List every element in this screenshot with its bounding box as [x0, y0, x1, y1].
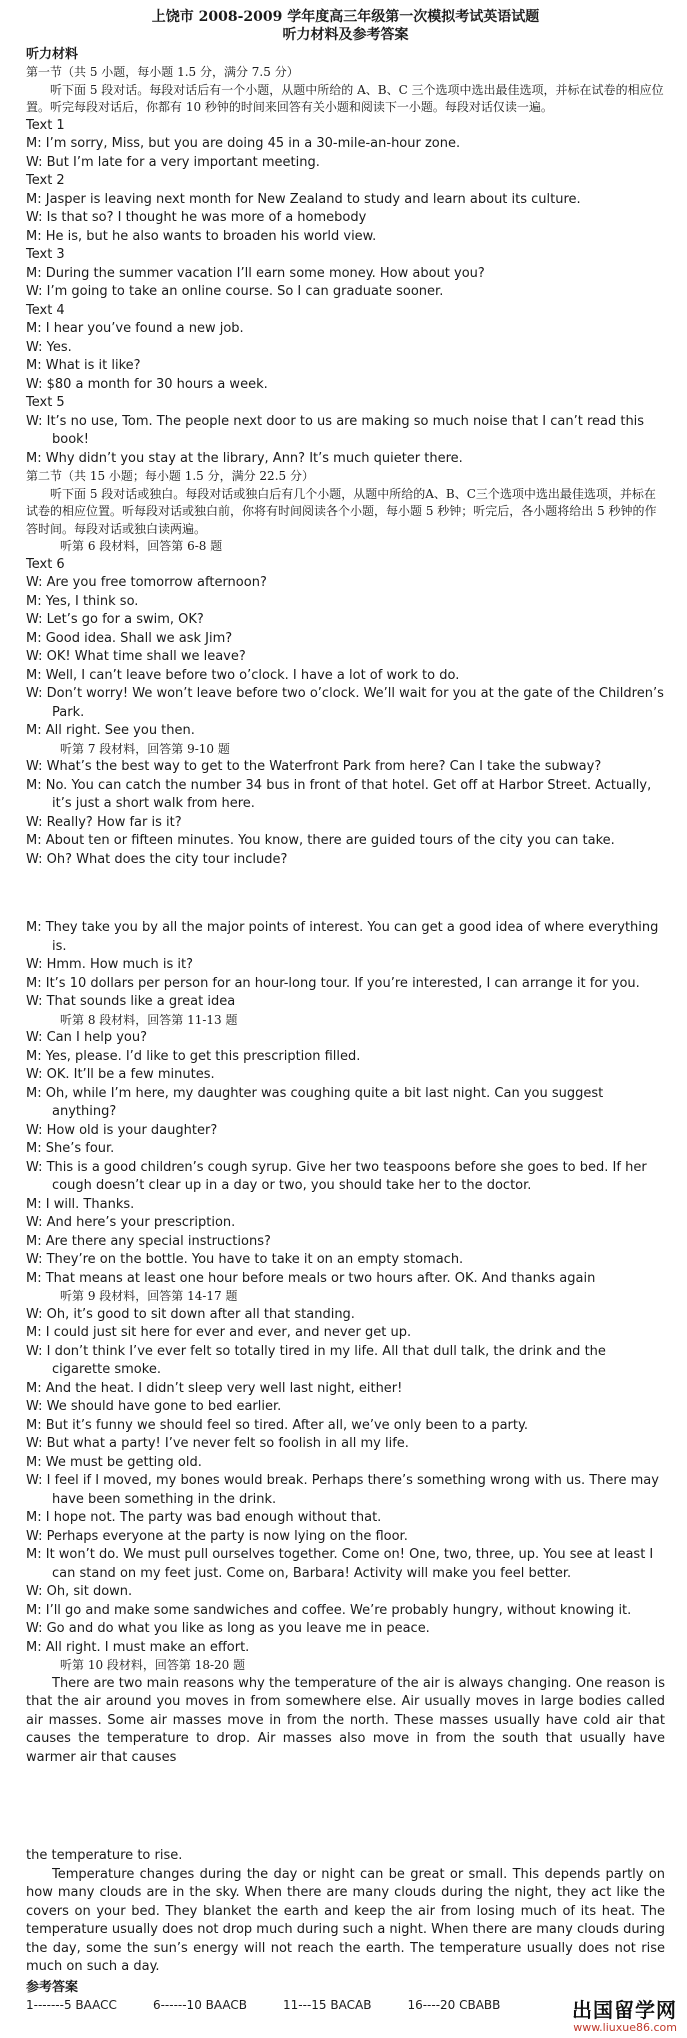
- section-heading: 听力材料: [26, 47, 79, 62]
- dialogue-line: W: I feel if I moved, my bones would break. Perhaps there’s something wrong with us. There may have been something in the drink.: [26, 1473, 659, 1507]
- instruction-text: 听第 8 段材料，回答第 11-13 题: [60, 1012, 238, 1027]
- dialogue-line: W: Are you free tomorrow afternoon?: [26, 575, 267, 590]
- dialogue-line: M: But it’s funny we should feel so tired. After all, we’ve only been to a party.: [26, 1417, 528, 1433]
- dialogue-line: M: I will. Thanks.: [26, 1196, 135, 1212]
- dialogue-line: M: He is, but he also wants to broaden his world view.: [26, 228, 377, 244]
- dialogue-line: M: They take you by all the major points of interest. You can get a good idea of where everything is.: [26, 920, 659, 954]
- dialogue-line: M: Yes, I think so.: [26, 593, 139, 609]
- dialogue-line: M: Oh, while I’m here, my daughter was coughing quite a bit last night. Can you suggest anything?: [26, 1085, 604, 1119]
- dialogue-line: M: I could just sit here for ever and ever, and never get up.: [26, 1325, 412, 1340]
- answer-key-11-15: 11---15 BACAB: [283, 1997, 372, 2012]
- dialogue-line: W: But what a party! I’ve never felt so foolish in all my life.: [26, 1436, 409, 1451]
- dialogue-line: M: What is it like?: [26, 358, 141, 373]
- text-label: the temperature to rise.: [26, 1848, 183, 1863]
- dialogue-line: W: It’s no use, Tom. The people next door to us are making so much noise that I can’t read this book!: [26, 413, 645, 447]
- dialogue-line: M: During the summer vacation I’ll earn some money. How about you?: [26, 265, 485, 281]
- dialogue-line: M: I hope not. The party was bad enough without that.: [26, 1510, 382, 1525]
- dialogue-line: W: Is that so? I thought he was more of a homebody: [26, 210, 367, 225]
- dialogue-line: W: Really? How far is it?: [26, 814, 182, 830]
- dialogue-line: M: All right. See you then.: [26, 723, 195, 738]
- dialogue-line: W: This is a good children’s cough syrup. Give her two teaspoons before she goes to bed. If her cough doesn’t clear up in a day or two, you should take her to the doctor.: [26, 1159, 647, 1193]
- dialogue-line: W: I’m going to take an online course. So I can graduate sooner.: [26, 284, 444, 299]
- site-logo-name: 出国留学网: [572, 1998, 677, 2022]
- dialogue-line: W: But I’m late for a very important meeting.: [26, 154, 320, 170]
- dialogue-line: M: Jasper is leaving next month for New Zealand to study and learn about its culture.: [26, 191, 581, 207]
- dialogue-line: M: No. You can catch the number 34 bus in front of that hotel. Get off at Harbor Street. Actually, it’s just a short walk from here.: [26, 777, 652, 811]
- dialogue-line: M: She’s four.: [26, 1141, 115, 1156]
- text-label: Text 2: [26, 173, 65, 188]
- dialogue-line: M: And the heat. I didn’t sleep very well last night, either!: [26, 1380, 403, 1396]
- answer-key-16-20: 16----20 CBABB: [407, 1997, 501, 2012]
- dialogue-line: M: All right. I must make an effort.: [26, 1639, 250, 1655]
- dialogue-line: W: $80 a month for 30 hours a week.: [26, 376, 268, 392]
- dialogue-line: M: That means at least one hour before meals or two hours after. OK. And thanks again: [26, 1270, 596, 1286]
- dialogue-line: M: It won’t do. We must pull ourselves together. Come on! One, two, three, up. You see at least I can stand on my feet just. Come on, Barbara! Activity will make you feel better.: [26, 1547, 654, 1581]
- dialogue-line: W: Oh? What does the city tour include?: [26, 851, 288, 867]
- text-label: Text 5: [26, 395, 65, 410]
- dialogue-line: W: Hmm. How much is it?: [26, 957, 194, 972]
- dialogue-line: M: Why didn’t you stay at the library, Ann? It’s much quieter there.: [26, 450, 463, 466]
- text-label: Text 1: [26, 117, 65, 133]
- instruction-text: 听第 10 段材料，回答第 18-20 题: [60, 1658, 246, 1672]
- instruction-text: 听第 7 段材料，回答第 9-10 题: [60, 741, 230, 756]
- dialogue-line: M: Good idea. Shall we ask Jim?: [26, 630, 233, 646]
- dialogue-line: W: What’s the best way to get to the Waterfront Park from here? Can I take the subway?: [26, 759, 602, 774]
- document-body: [26, 46, 665, 1997]
- spacer: [26, 885, 665, 903]
- dialogue-line: M: I’ll go and make some sandwiches and coffee. We’re probably hungry, without knowing it.: [26, 1602, 632, 1618]
- instruction-text: 第一节（共 5 小题，每小题 1.5 分，满分 7.5 分）: [26, 65, 299, 79]
- dialogue-line: W: Let’s go for a swim, OK?: [26, 612, 204, 627]
- answer-key-6-10: 6------10 BAACB: [152, 1997, 248, 2012]
- site-logo-url: www.liuxue86.com: [573, 2021, 677, 2034]
- dialogue-line: W: OK. It’ll be a few minutes.: [26, 1067, 215, 1082]
- dialogue-line: M: Yes, please. I’d like to get this prescription filled.: [26, 1048, 361, 1064]
- answer-key-row: [26, 1997, 665, 2014]
- dialogue-line: W: How old is your daughter?: [26, 1122, 218, 1138]
- instruction-text: 听第 6 段材料，回答第 6-8 题: [60, 539, 223, 553]
- dialogue-line: W: Oh, it’s good to sit down after all that standing.: [26, 1306, 355, 1322]
- dialogue-line: W: I don’t think I’ve ever felt so totally tired in my life. All that dull talk, the drink and the cigarette smoke.: [26, 1343, 606, 1377]
- dialogue-line: W: OK! What time shall we leave?: [26, 649, 246, 664]
- dialogue-line: W: Go and do what you like as long as you leave me in peace.: [26, 1621, 430, 1636]
- dialogue-line: W: That sounds like a great idea: [26, 994, 236, 1009]
- site-logo: [572, 1999, 677, 2034]
- section-heading: 参考答案: [26, 1979, 79, 1995]
- dialogue-line: M: Well, I can’t leave before two o’clock. I have a lot of work to do.: [26, 667, 460, 683]
- dialogue-line: W: They’re on the bottle. You have to take it on an empty stomach.: [26, 1252, 464, 1267]
- dialogue-line: W: And here’s your prescription.: [26, 1215, 236, 1230]
- dialogue-line: W: Yes.: [26, 339, 72, 355]
- dialogue-line: M: About ten or fifteen minutes. You know, there are guided tours of the city you can take.: [26, 833, 615, 848]
- dialogue-line: M: Are there any special instructions?: [26, 1233, 271, 1249]
- text-label: Text 4: [26, 302, 65, 318]
- dialogue-line: M: I hear you’ve found a new job.: [26, 321, 244, 336]
- text-label: Text 3: [26, 247, 65, 262]
- dialogue-line: W: We should have gone to bed earlier.: [26, 1399, 282, 1414]
- instruction-text: 听第 9 段材料，回答第 14-17 题: [60, 1289, 238, 1303]
- dialogue-line: M: We must be getting old.: [26, 1454, 202, 1470]
- dialogue-line: W: Don’t worry! We won’t leave before two o’clock. We’ll wait for you at the gate of the Children’s Park.: [26, 686, 664, 720]
- instruction-text: 听下面 5 段对话或独白。每段对话或独白后有几个小题，从题中所给的A、B、C三个选项中选出最佳选项，并标在试卷的相应位置。听每段对话或独白前，你将有时间阅读各个小题，每小题 5 秒钟；听完后，各小题将给出 5 秒钟的作答时间。每段对话或独白读两遍。: [26, 486, 657, 536]
- document-subtitle: 听力材料及参考答案: [282, 27, 409, 43]
- dialogue-line: W: Perhaps everyone at the party is now lying on the floor.: [26, 1528, 408, 1544]
- passage-paragraph: There are two main reasons why the temperature of the air is always changing. One reason is that the air around you moves in from somewhere else. Air usually moves in large bodies called air masses. Some air masses move in from the north. These masses usually have cold air that causes the temperature to drop. Air masses also move in from the south that usually have warmer air that causes: [26, 1675, 665, 1765]
- instruction-text: 第二节（共 15 小题；每小题 1.5 分，满分 22.5 分）: [26, 469, 314, 483]
- dialogue-line: M: It’s 10 dollars per person for an hour-long tour. If you’re interested, I can arrange it for you.: [26, 975, 640, 991]
- dialogue-line: W: Oh, sit down.: [26, 1584, 133, 1599]
- answer-key-1-5: 1-------5 BAACC: [26, 1997, 117, 2012]
- instruction-text: 听下面 5 段对话。每段对话后有一个小题，从题中所给的 A、B、C 三个选项中选出最佳选项，并标在试卷的相应位置。听完每段对话后，你都有 10 秒钟的时间来回答有关小题和阅读下一小题。每段对话仅读一遍。: [26, 82, 664, 114]
- dialogue-line: W: Can I help you?: [26, 1030, 148, 1045]
- text-label: Text 6: [26, 556, 65, 572]
- passage-paragraph: Temperature changes during the day or night can be great or small. This depends partly on how many clouds are in the sky. When there are many clouds during the night, they act like the covers on your bed. They blanket the earth and keep the air from losing much of its heat. The temperature usually does not drop much during such a night. When there are many clouds during the day, some the sun’s energy will not reach the earth. The temperature usually does not rise much on such a day.: [26, 1866, 666, 1974]
- spacer: [26, 1783, 665, 1831]
- dialogue-line: M: I’m sorry, Miss, but you are doing 45 in a 30-mile-an-hour zone.: [26, 136, 461, 151]
- document-title: 上饶市 2008-2009 学年度高三年级第一次模拟考试英语试题: [151, 9, 540, 25]
